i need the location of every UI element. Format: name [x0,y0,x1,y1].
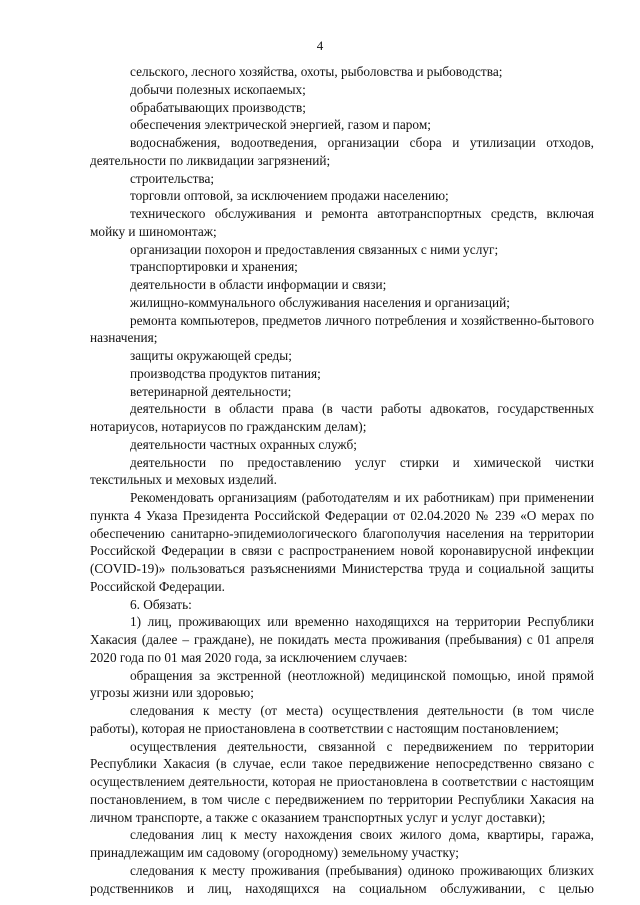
paragraph: водоснабжения, водоотведения, организации сбора и утилизации отходов, деятельности по ликвидации загрязнений; [90,135,594,168]
paragraph: технического обслуживания и ремонта автотранспортных средств, включая мойку и шиномонтаж; [90,206,594,239]
paragraph: организации похорон и предоставления связанных с ними услуг; [130,241,499,257]
paragraph: сельского, лесного хозяйства, охоты, рыболовства и рыбоводства; [130,64,503,79]
paragraph: транспортировки и хранения; [130,259,298,275]
paragraph: ремонта компьютеров, предметов личного потребления и хозяйственно-бытового назначения; [90,312,594,346]
paragraph: осуществления деятельности, связанной с передвижением по территории Республики Хакасия (в случае, если такое передвижение непосредственно связано с осуществлением деятельности, которая не приостановлена в соответствии с настоящим постановлением, в том числе с передвижением по территории Республики Хакасия на личном транспорте, а также с оказанием транспортных услуг и услуг доставки); [90,738,594,825]
paragraph: 6. Обязать: [130,596,192,612]
paragraph: производства продуктов питания; [130,365,321,381]
paragraph: деятельности по предоставлению услуг стирки и химической чистки текстильных и меховых изделий. [90,454,594,488]
paragraph: добычи полезных ископаемых; [130,81,306,97]
paragraph: Рекомендовать организациям (работодателям и их работникам) при применении пункта 4 Указа Президента Российской Федерации от 02.04.2020 № 239 «О мерах по обеспечению санитарно-эпидемиологического благополучия населения на территории Российской Федерации в связи с распространением новой коронавирусной инфекции (COVID-19)» пользоваться разъяснениями Министерства труда и социальной защиты Российской Федерации. [90,490,594,594]
paragraph: строительства; [130,170,215,186]
paragraph: 1) лиц, проживающих или временно находящихся на территории Республики Хакасия (далее – граждане), не покидать места проживания (пребывания) с 01 апреля 2020 года по 01 мая 2020 года, за исключением случаев: [90,614,594,665]
paragraph: ветеринарной деятельности; [130,383,292,399]
paragraph: обрабатывающих производств; [130,99,306,115]
paragraph: следования к месту проживания (пребывания) одиноко проживающих близких родственников и лиц, находящихся на социальном обслуживании, с целью [90,862,594,896]
paragraph: деятельности в области права (в части работы адвокатов, государственных нотариусов, нотариусов по гражданским делам); [90,401,594,434]
paragraph: защиты окружающей среды; [130,348,292,363]
paragraph: жилищно-коммунального обслуживания населения и организаций; [130,294,510,310]
document-body [90,63,594,897]
paragraph: обращения за экстренной (неотложной) медицинской помощью, иной прямой угрозы жизни или здоровью; [90,667,594,701]
paragraph: торговли оптовой, за исключением продажи населению; [130,188,449,204]
paragraph: следования лиц к месту нахождения своих жилого дома, квартиры, гаража, принадлежащим им садовому (огородному) земельному участку; [90,827,594,860]
page-number: 4 [316,38,324,53]
paragraph: деятельности в области информации и связи; [130,277,387,292]
paragraph: обеспечения электрической энергией, газом и паром; [130,117,431,133]
paragraph: следования к месту (от места) осуществления деятельности (в том числе работы), которая не приостановлена в соответствии с настоящим постановлением; [90,703,594,736]
paragraph: деятельности частных охранных служб; [130,436,357,452]
